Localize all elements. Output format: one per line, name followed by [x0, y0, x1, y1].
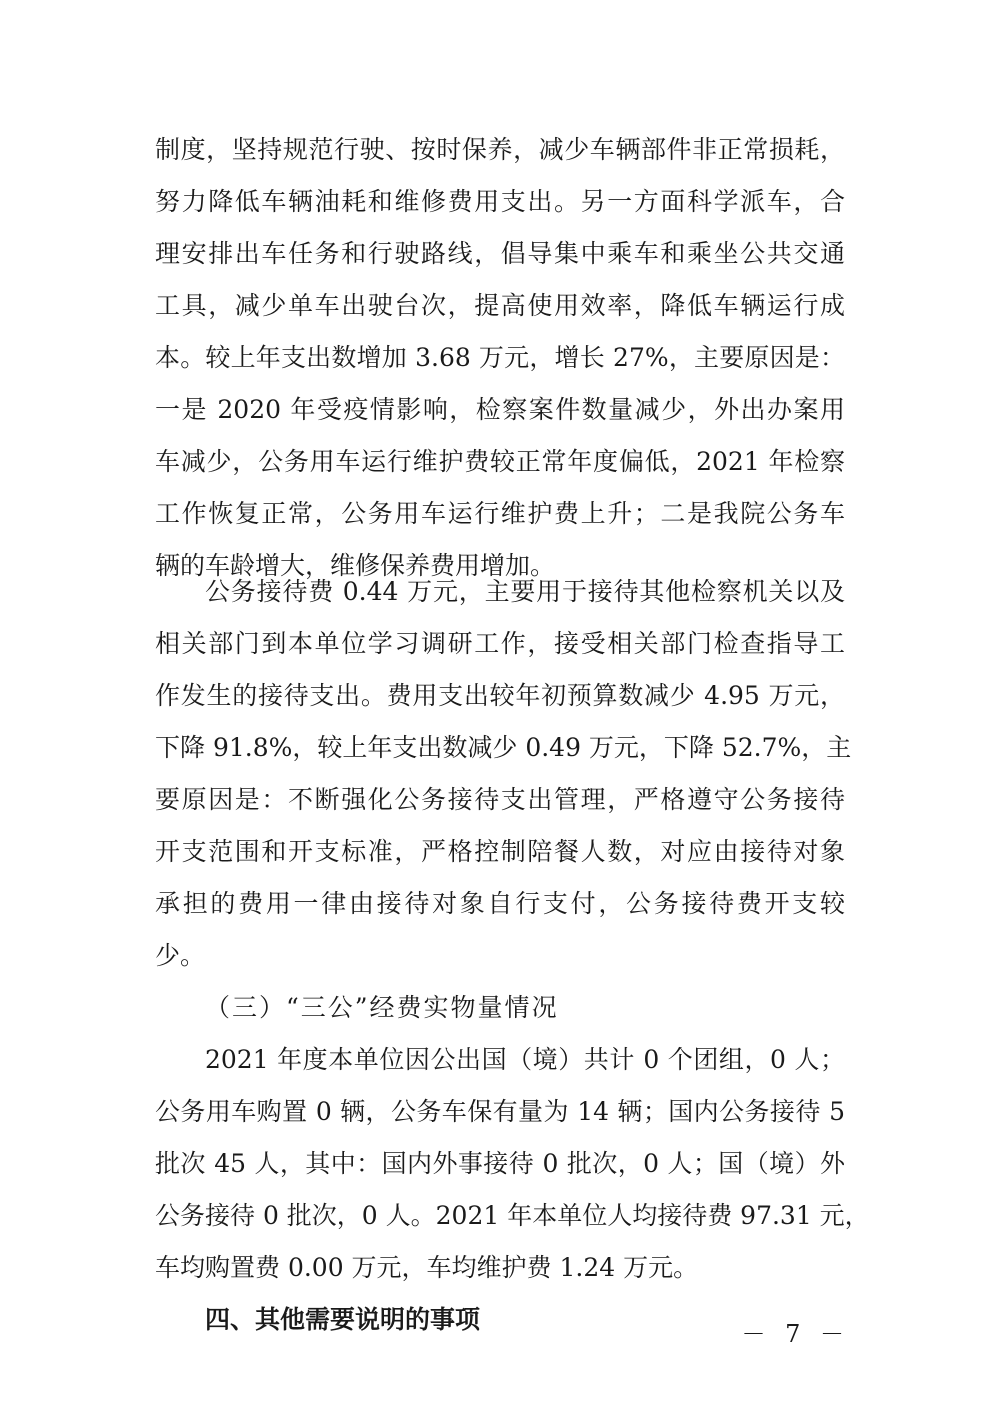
section-heading: （三）“三公”经费实物量情况	[205, 993, 559, 1022]
paragraph-line: 车减少，公务用车运行维护费较正常年度偏低，2021 年检察	[155, 447, 845, 476]
paragraph-line: 公务用车购置 0 辆，公务车保有量为 14 辆；国内公务接待 5	[155, 1097, 845, 1126]
paragraph-line: 开支范围和开支标准，严格控制陪餐人数，对应由接待对象	[155, 837, 845, 866]
paragraph-line: 相关部门到本单位学习调研工作，接受相关部门检查指导工	[155, 629, 845, 658]
paragraph-line: 要原因是：不断强化公务接待支出管理，严格遵守公务接待	[155, 785, 845, 814]
paragraph-line: 理安排出车任务和行驶路线，倡导集中乘车和乘坐公共交通	[155, 239, 845, 268]
paragraph-line: 一是 2020 年受疫情影响，检察案件数量减少，外出办案用	[155, 395, 845, 424]
page-number: － 7 －	[741, 1320, 850, 1348]
paragraph-line: 批次 45 人，其中：国内外事接待 0 批次，0 人；国（境）外	[155, 1149, 845, 1178]
paragraph-line: 努力降低车辆油耗和维修费用支出。另一方面科学派车，合	[155, 187, 845, 216]
paragraph-line: 制度，坚持规范行驶、按时保养，减少车辆部件非正常损耗，	[155, 135, 845, 164]
paragraph-line: 下降 91.8%，较上年支出数减少 0.49 万元，下降 52.7%，主	[155, 733, 852, 762]
paragraph-line: 承担的费用一律由接待对象自行支付，公务接待费开支较	[155, 889, 845, 918]
paragraph-line: 本。较上年支出数增加 3.68 万元，增长 27%，主要原因是：	[155, 343, 845, 372]
paragraph-line: 公务接待费 0.44 万元，主要用于接待其他检察机关以及	[205, 577, 845, 606]
paragraph-line: 作发生的接待支出。费用支出较年初预算数减少 4.95 万元，	[155, 681, 845, 710]
paragraph-line: 公务接待 0 批次，0 人。2021 年本单位人均接待费 97.31 元，	[155, 1201, 870, 1230]
section-heading: 四、其他需要说明的事项	[205, 1305, 481, 1334]
paragraph-line: 工具，减少单车出驶台次，提高使用效率，降低车辆运行成	[155, 291, 845, 320]
paragraph-line: 辆的车龄增大，维修保养费用增加。	[155, 551, 556, 580]
paragraph-line: 少。	[155, 941, 206, 970]
paragraph-line: 2021 年度本单位因公出国（境）共计 0 个团组，0 人；	[205, 1045, 845, 1074]
paragraph-line: 工作恢复正常，公务用车运行维护费上升；二是我院公务车	[155, 499, 845, 528]
paragraph-line: 车均购置费 0.00 万元，车均维护费 1.24 万元。	[155, 1253, 699, 1282]
